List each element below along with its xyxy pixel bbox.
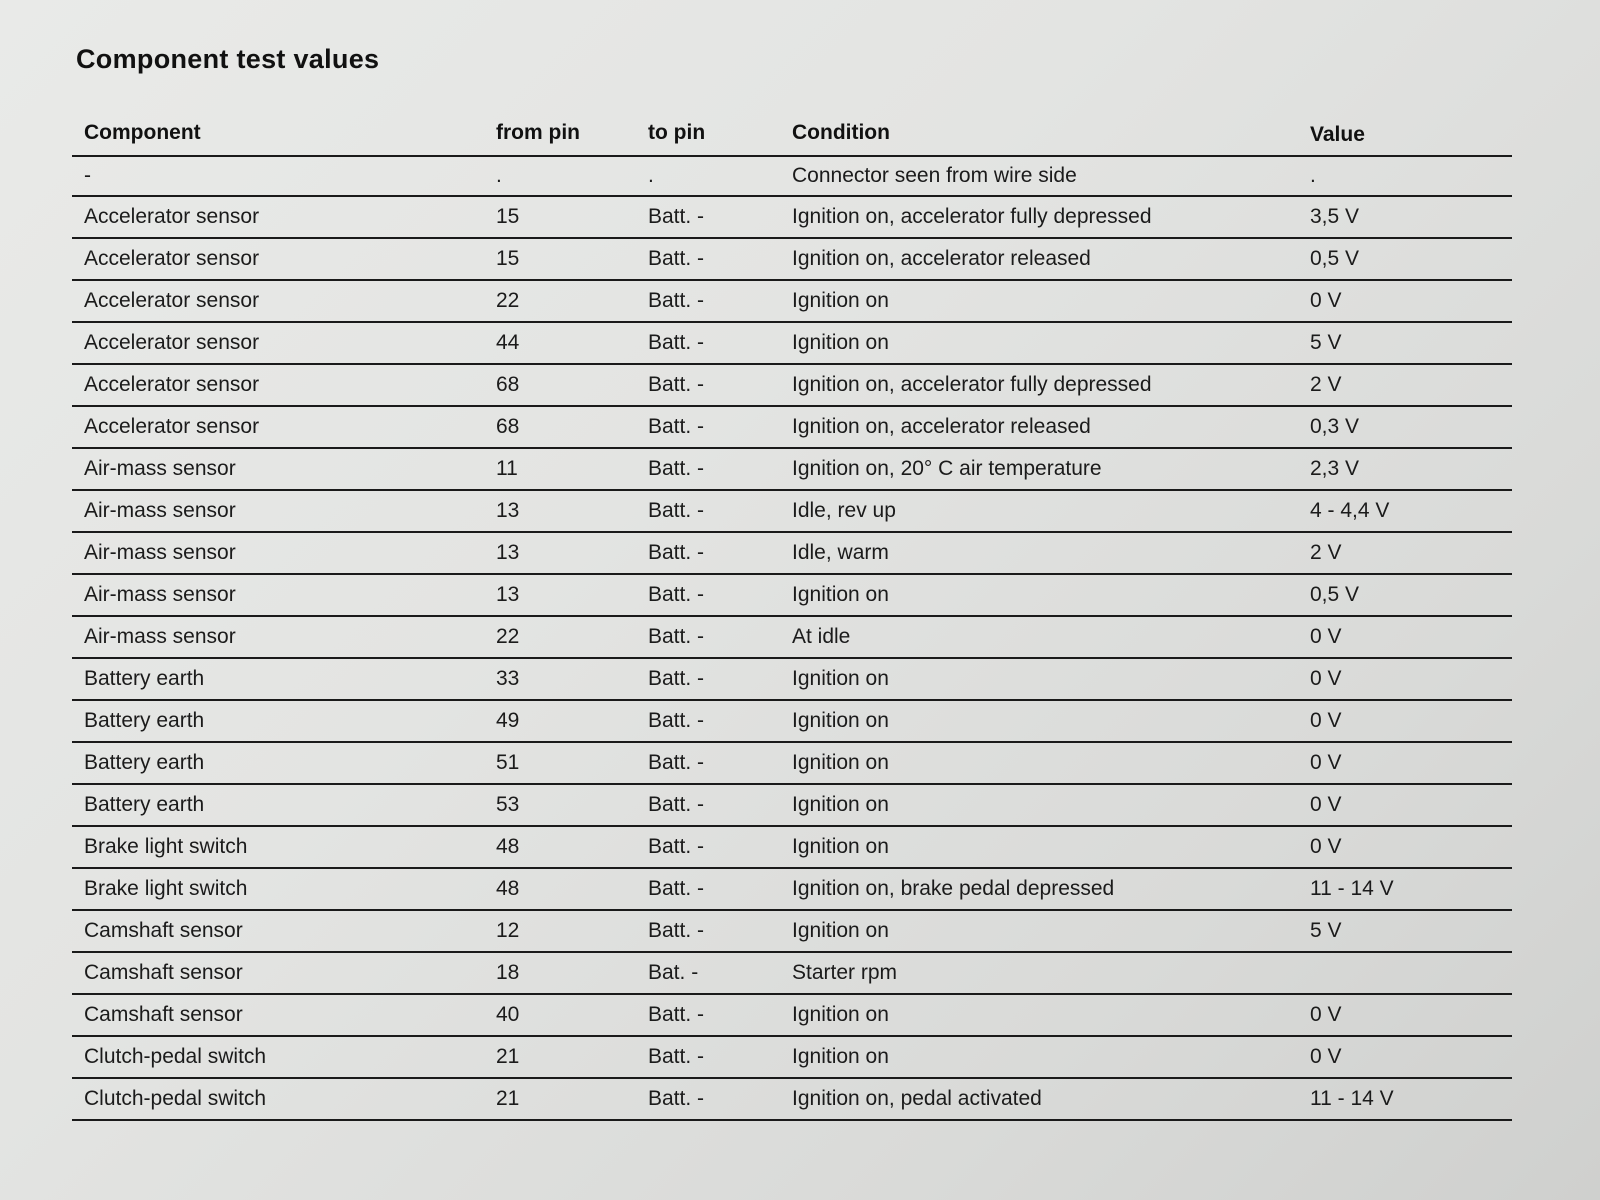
table-row [72, 700, 1512, 742]
table-row [72, 238, 1512, 280]
cell-from-pin: 33 [492, 658, 636, 700]
cell-component: - [72, 156, 492, 196]
table-row [72, 156, 1512, 196]
cell-component: Air-mass sensor [72, 532, 492, 574]
cell-condition: Ignition on [780, 700, 1298, 742]
cell-from-pin: . [492, 156, 636, 196]
cell-to-pin: Batt. - [636, 238, 780, 280]
cell-to-pin: Batt. - [636, 196, 780, 238]
cell-condition: Ignition on [780, 784, 1298, 826]
cell-condition: Ignition on, accelerator released [780, 238, 1298, 280]
cell-value: 11 - 14 V [1298, 868, 1512, 910]
table-row [72, 952, 1512, 994]
cell-from-pin: 40 [492, 994, 636, 1036]
cell-value: 2 V [1298, 364, 1512, 406]
cell-value: 0 V [1298, 994, 1512, 1036]
cell-from-pin: 22 [492, 616, 636, 658]
cell-from-pin: 48 [492, 826, 636, 868]
cell-value: 0 V [1298, 826, 1512, 868]
cell-from-pin: 44 [492, 322, 636, 364]
cell-value: 0,5 V [1298, 574, 1512, 616]
cell-from-pin: 13 [492, 574, 636, 616]
table-row [72, 868, 1512, 910]
cell-condition: Ignition on, accelerator fully depressed [780, 364, 1298, 406]
cell-component: Accelerator sensor [72, 238, 492, 280]
cell-to-pin: Batt. - [636, 490, 780, 532]
table-row [72, 1078, 1512, 1120]
cell-to-pin: Batt. - [636, 448, 780, 490]
table-row [72, 784, 1512, 826]
cell-component: Brake light switch [72, 826, 492, 868]
column-header-to-pin: to pin [636, 119, 780, 156]
cell-component: Clutch-pedal switch [72, 1078, 492, 1120]
cell-value: 0 V [1298, 616, 1512, 658]
cell-component: Camshaft sensor [72, 952, 492, 994]
cell-from-pin: 15 [492, 196, 636, 238]
cell-component: Accelerator sensor [72, 196, 492, 238]
cell-from-pin: 11 [492, 448, 636, 490]
cell-from-pin: 22 [492, 280, 636, 322]
table-row [72, 994, 1512, 1036]
cell-condition: Ignition on [780, 658, 1298, 700]
cell-value: 0,3 V [1298, 406, 1512, 448]
cell-component: Accelerator sensor [72, 322, 492, 364]
cell-condition: Ignition on [780, 826, 1298, 868]
cell-component: Battery earth [72, 742, 492, 784]
cell-condition: Ignition on, brake pedal depressed [780, 868, 1298, 910]
cell-to-pin: Batt. - [636, 574, 780, 616]
cell-value: 0 V [1298, 658, 1512, 700]
cell-to-pin: Batt. - [636, 742, 780, 784]
table-row [72, 1036, 1512, 1078]
cell-value: 0 V [1298, 1036, 1512, 1078]
cell-from-pin: 12 [492, 910, 636, 952]
table-row [72, 910, 1512, 952]
cell-component: Battery earth [72, 700, 492, 742]
cell-value: 0 V [1298, 742, 1512, 784]
cell-condition: Connector seen from wire side [780, 156, 1298, 196]
cell-to-pin: Batt. - [636, 616, 780, 658]
cell-value: 2,3 V [1298, 448, 1512, 490]
table-body [72, 156, 1512, 1120]
table-row [72, 616, 1512, 658]
cell-to-pin: Bat. - [636, 952, 780, 994]
cell-value: 2 V [1298, 532, 1512, 574]
cell-condition: Ignition on [780, 742, 1298, 784]
cell-condition: Ignition on, accelerator released [780, 406, 1298, 448]
cell-condition: Ignition on, accelerator fully depressed [780, 196, 1298, 238]
cell-condition: Ignition on [780, 280, 1298, 322]
cell-value: 0,5 V [1298, 238, 1512, 280]
cell-value: 0 V [1298, 700, 1512, 742]
cell-to-pin: . [636, 156, 780, 196]
cell-component: Accelerator sensor [72, 280, 492, 322]
table-header-row [72, 119, 1512, 156]
cell-from-pin: 51 [492, 742, 636, 784]
cell-component: Air-mass sensor [72, 490, 492, 532]
cell-to-pin: Batt. - [636, 1036, 780, 1078]
cell-component: Air-mass sensor [72, 574, 492, 616]
cell-from-pin: 68 [492, 406, 636, 448]
cell-value: 11 - 14 V [1298, 1078, 1512, 1120]
cell-component: Air-mass sensor [72, 448, 492, 490]
column-header-condition: Condition [780, 119, 1298, 156]
column-header-value: Value [1298, 119, 1512, 156]
cell-from-pin: 15 [492, 238, 636, 280]
cell-component: Air-mass sensor [72, 616, 492, 658]
cell-component: Camshaft sensor [72, 910, 492, 952]
cell-to-pin: Batt. - [636, 994, 780, 1036]
cell-component: Battery earth [72, 658, 492, 700]
table-row [72, 364, 1512, 406]
cell-from-pin: 53 [492, 784, 636, 826]
cell-from-pin: 18 [492, 952, 636, 994]
cell-condition: Ignition on [780, 994, 1298, 1036]
column-header-component: Component [72, 119, 492, 156]
cell-from-pin: 21 [492, 1078, 636, 1120]
cell-from-pin: 13 [492, 532, 636, 574]
cell-to-pin: Batt. - [636, 826, 780, 868]
cell-condition: Ignition on [780, 322, 1298, 364]
table-row [72, 658, 1512, 700]
cell-condition: Idle, warm [780, 532, 1298, 574]
cell-to-pin: Batt. - [636, 280, 780, 322]
cell-component: Clutch-pedal switch [72, 1036, 492, 1078]
cell-component: Accelerator sensor [72, 406, 492, 448]
cell-condition: Ignition on [780, 910, 1298, 952]
cell-to-pin: Batt. - [636, 322, 780, 364]
cell-to-pin: Batt. - [636, 1078, 780, 1120]
cell-condition: Starter rpm [780, 952, 1298, 994]
cell-condition: Ignition on, pedal activated [780, 1078, 1298, 1120]
cell-value: 0 V [1298, 784, 1512, 826]
table-row [72, 196, 1512, 238]
cell-value: . [1298, 156, 1512, 196]
cell-condition: Idle, rev up [780, 490, 1298, 532]
cell-value: 3,5 V [1298, 196, 1512, 238]
cell-value: 5 V [1298, 910, 1512, 952]
table-row [72, 322, 1512, 364]
table-row [72, 406, 1512, 448]
cell-value: 0 V [1298, 280, 1512, 322]
cell-to-pin: Batt. - [636, 784, 780, 826]
cell-to-pin: Batt. - [636, 406, 780, 448]
cell-component: Accelerator sensor [72, 364, 492, 406]
cell-component: Camshaft sensor [72, 994, 492, 1036]
cell-to-pin: Batt. - [636, 658, 780, 700]
cell-from-pin: 68 [492, 364, 636, 406]
cell-component: Battery earth [72, 784, 492, 826]
table-row [72, 826, 1512, 868]
page-title: Component test values [76, 44, 380, 74]
table-row [72, 574, 1512, 616]
table-row [72, 742, 1512, 784]
cell-to-pin: Batt. - [636, 910, 780, 952]
table-row [72, 532, 1512, 574]
cell-to-pin: Batt. - [636, 700, 780, 742]
cell-value: 5 V [1298, 322, 1512, 364]
cell-condition: Ignition on, 20° C air temperature [780, 448, 1298, 490]
cell-value: 4 - 4,4 V [1298, 490, 1512, 532]
cell-condition: Ignition on [780, 1036, 1298, 1078]
test-values-table [72, 119, 1512, 1121]
table-row [72, 490, 1512, 532]
cell-from-pin: 49 [492, 700, 636, 742]
cell-to-pin: Batt. - [636, 868, 780, 910]
cell-condition: At idle [780, 616, 1298, 658]
cell-component: Brake light switch [72, 868, 492, 910]
cell-from-pin: 13 [492, 490, 636, 532]
cell-from-pin: 21 [492, 1036, 636, 1078]
cell-from-pin: 48 [492, 868, 636, 910]
cell-to-pin: Batt. - [636, 364, 780, 406]
document-page [72, 44, 1512, 1121]
cell-to-pin: Batt. - [636, 532, 780, 574]
cell-condition: Ignition on [780, 574, 1298, 616]
table-row [72, 280, 1512, 322]
table-row [72, 448, 1512, 490]
cell-value [1298, 952, 1512, 994]
column-header-from-pin: from pin [492, 119, 636, 156]
